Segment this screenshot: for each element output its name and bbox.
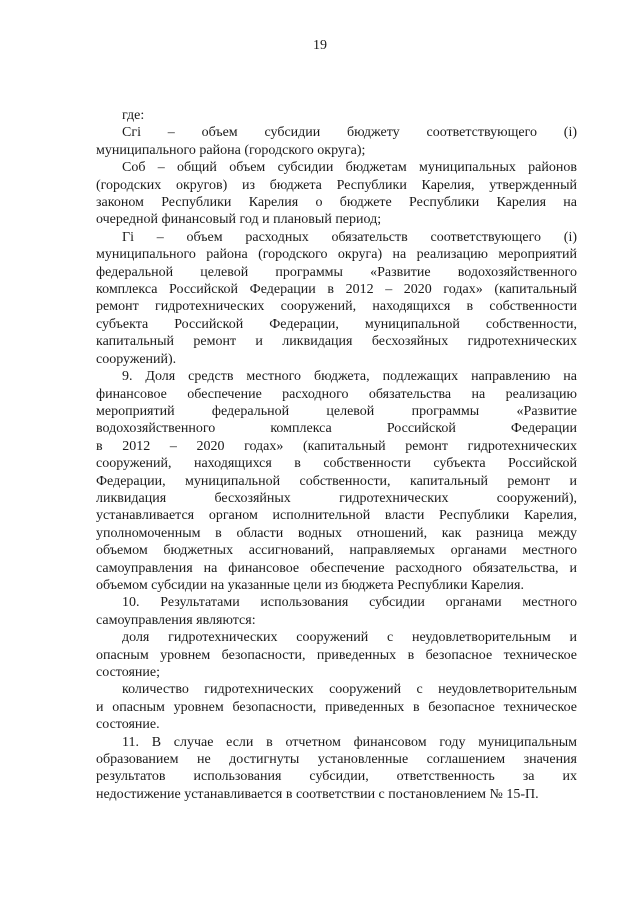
- text-line: в 2012 – 2020 годах» (капитальный ремонт гидротехнических: [96, 438, 577, 454]
- text-line: муниципального района (городского округа) на реализацию мероприятий: [96, 247, 577, 263]
- text-line: законом Республики Карелия о бюджете Республики Карелия на: [96, 195, 577, 211]
- text-line: устанавливается органом исполнительной власти Республики Карелия,: [96, 508, 577, 524]
- text-line: сооружений, находящихся в собственности субъекта Российской: [96, 456, 577, 472]
- text-line: мероприятий федеральной целевой программы «Развитие: [96, 403, 577, 419]
- text-line: результатов использования субсидии, ответственность за их: [96, 769, 577, 785]
- text-line: ликвидация бесхозяйных гидротехнических сооружений),: [96, 490, 577, 506]
- text-line: уполномоченным в области водных отношений, как разница между: [96, 525, 577, 541]
- text-line: состояние;: [96, 665, 160, 680]
- text-line: сооружений).: [96, 351, 177, 367]
- text-line: капитальный ремонт и ликвидация бесхозяйных гидротехнических: [96, 334, 577, 350]
- text-line: где:: [122, 108, 145, 123]
- text-line: Федерации, муниципальной собственности, капитальный ремонт и: [96, 473, 577, 489]
- text-line: очередной финансовый год и плановый период;: [96, 212, 382, 228]
- text-line: количество гидротехнических сооружений с неудовлетворительным: [122, 682, 577, 698]
- text-line: 11. В случае если в отчетном финансовом году муниципальным: [122, 734, 577, 750]
- document-body: [96, 107, 577, 803]
- text-line: самоуправления являются:: [96, 612, 256, 628]
- text-line: образованием не достигнуты установленные соглашением значения: [96, 752, 577, 768]
- text-line: ремонт гидротехнических сооружений, находящихся в собственности: [96, 299, 577, 315]
- text-line: водохозяйственного комплекса Российской Федерации: [96, 421, 577, 437]
- text-line: объемом бюджетных ассигнований, направляемых органами местного: [96, 543, 577, 559]
- text-line: и опасным уровнем безопасности, приведенных в безопасное техническое: [96, 699, 577, 715]
- text-line: Соб – общий объем субсидии бюджетам муниципальных районов: [122, 160, 577, 176]
- text-line: опасным уровнем безопасности, приведенных в безопасное техническое: [96, 647, 577, 663]
- text-line: доля гидротехнических сооружений с неудовлетворительным и: [122, 630, 577, 646]
- text-line: федеральной целевой программы «Развитие водохозяйственного: [96, 264, 577, 280]
- text-line: Гi – объем расходных обязательств соответствующего (i): [122, 229, 577, 245]
- text-line: объемом субсидии на указанные цели из бюджета Республики Карелия.: [96, 577, 524, 593]
- text-line: (городских округов) из бюджета Республики Карелия, утвержденный: [96, 177, 577, 193]
- text-line: самоуправления на финансовое обеспечение расходного обязательства, и: [96, 560, 577, 576]
- text-line: муниципального района (городского округа);: [96, 142, 366, 158]
- text-line: состояние.: [96, 717, 160, 733]
- text-line: 9. Доля средств местного бюджета, подлежащих направлению на: [122, 369, 577, 385]
- text-line: недостижение устанавливается в соответствии с постановлением № 15-П.: [96, 786, 539, 802]
- text-line: 10. Результатами использования субсидии органами местного: [122, 595, 577, 611]
- text-line: финансовое обеспечение расходного обязательства на реализацию: [96, 386, 577, 402]
- text-line: субъекта Российской Федерации, муниципальной собственности,: [96, 316, 577, 332]
- page-number: 19: [313, 38, 327, 53]
- text-line: Сгi – объем субсидии бюджету соответствующего (i): [122, 125, 577, 141]
- text-line: комплекса Российской Федерации в 2012 – 2020 годах» (капитальный: [96, 282, 577, 298]
